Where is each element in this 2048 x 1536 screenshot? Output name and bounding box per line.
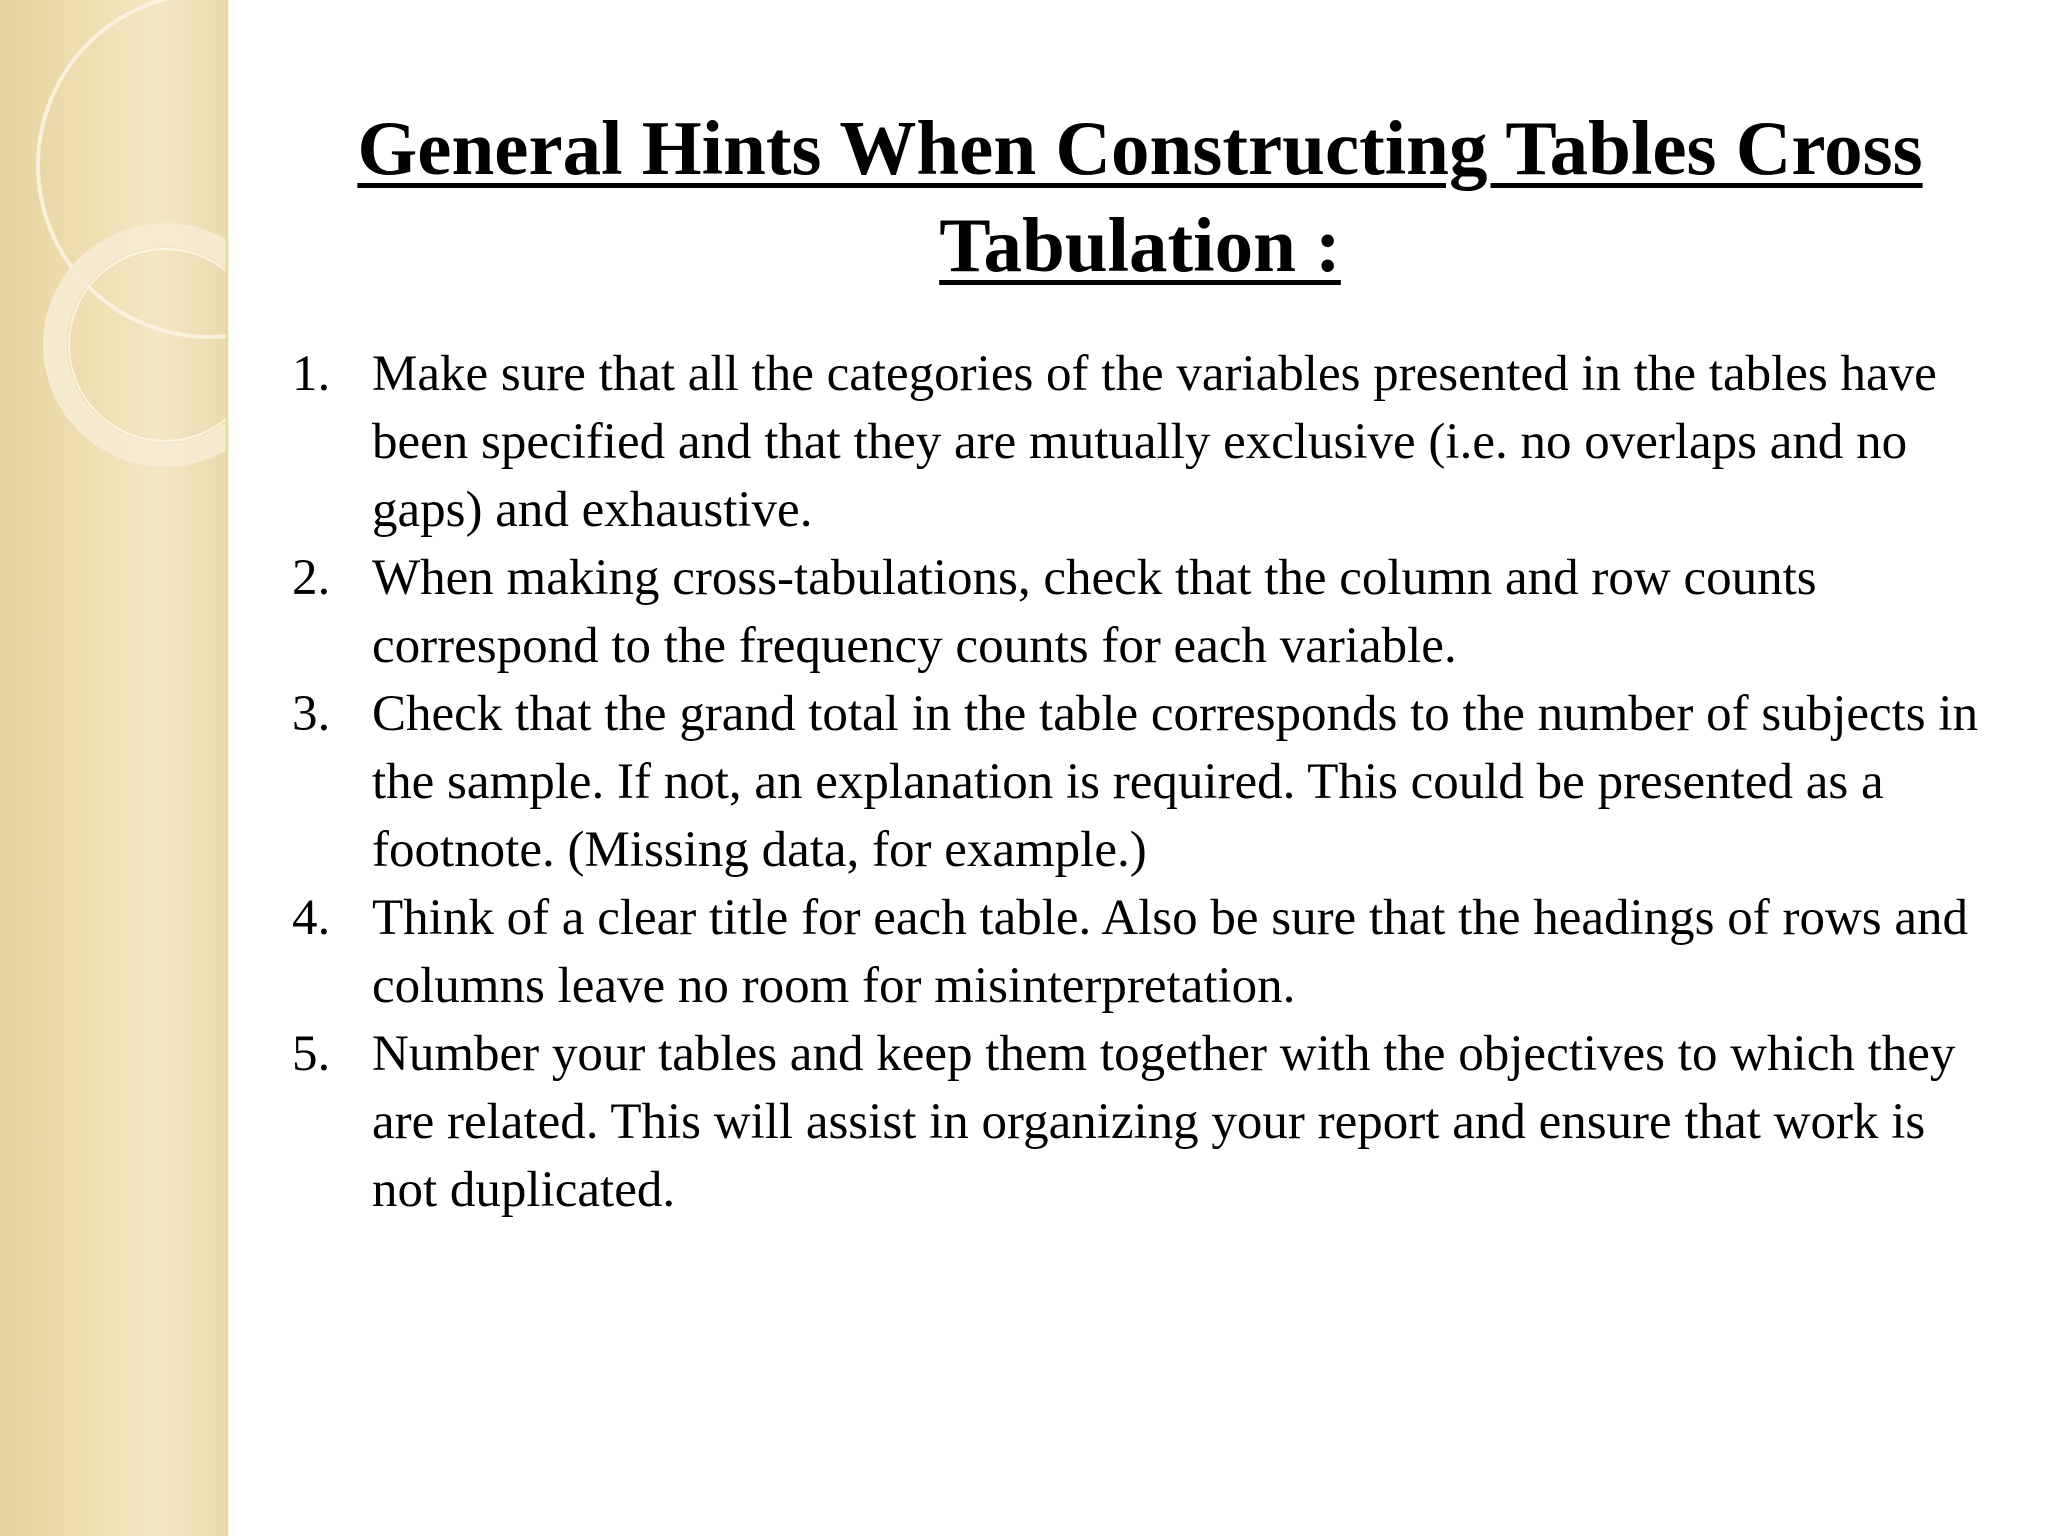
hints-list [280, 340, 2000, 1224]
slide-title: General Hints When Constructing Tables Cross Tabulation : [357, 105, 1923, 288]
decorative-sidebar [0, 0, 226, 1536]
hint-item [280, 544, 2000, 680]
hint-text: Think of a clear title for each table. Also be sure that the headings of rows and columns leave no room for misinterpretation. [372, 890, 1969, 1014]
hint-text: When making cross-tabulations, check that the column and row counts correspond to the frequency counts for each variable. [372, 550, 1817, 674]
hint-number: 4. [292, 890, 331, 946]
hint-number: 3. [292, 686, 331, 742]
circles-ornament [0, 0, 226, 1536]
hint-item [280, 340, 2000, 544]
hint-text: Make sure that all the categories of the variables presented in the tables have been specified and that they are mutually exclusive (i.e. no overlaps and no gaps) and exhaustive. [372, 346, 1937, 538]
hint-number: 1. [292, 346, 331, 402]
hint-item [280, 1020, 2000, 1224]
thick-ring [55, 235, 226, 455]
sidebar-divider [226, 0, 229, 1536]
hint-number: 5. [292, 1026, 331, 1082]
hint-number: 2. [292, 550, 331, 606]
hint-item [280, 680, 2000, 884]
hint-text: Check that the grand total in the table corresponds to the number of subjects in the sample. If not, an explanation is required. This could be presented as a footnote. (Missing data, for example.) [372, 686, 1979, 878]
hint-item [280, 884, 2000, 1020]
hint-text: Number your tables and keep them together with the objectives to which they are related. This will assist in organizing your report and ensure that work is not duplicated. [372, 1026, 1956, 1218]
